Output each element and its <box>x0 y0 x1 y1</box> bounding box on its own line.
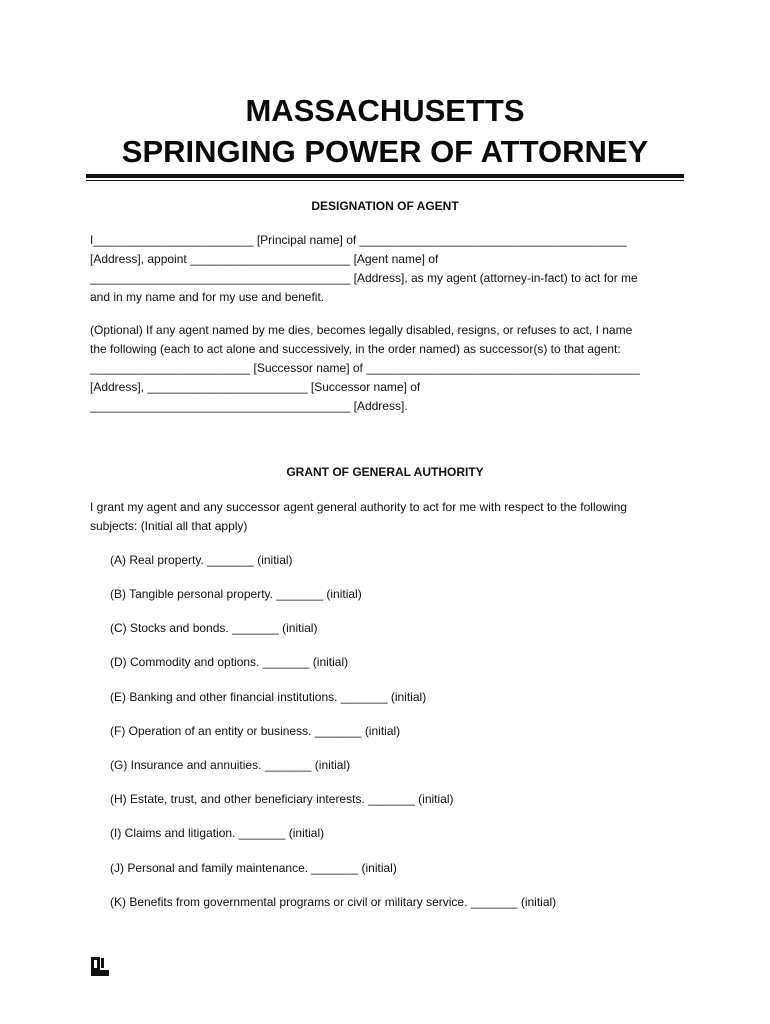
successor-line: (Optional) If any agent named by me dies, becomes legally disabled, resigns, or refuses to act, I name <box>90 323 633 337</box>
successor-line: _______________________________________ [Address]. <box>90 399 408 413</box>
designation-heading: DESIGNATION OF AGENT <box>311 199 459 213</box>
title-divider-thick <box>86 174 684 178</box>
grant-heading: GRANT OF GENERAL AUTHORITY <box>286 465 484 479</box>
document-title-line-1: MASSACHUSETTS <box>245 93 525 128</box>
designation-line: I________________________ [Principal name] of ________________________________________ <box>90 233 627 247</box>
authority-item: (A) Real property. _______ (initial) <box>110 553 293 567</box>
legal-templates-logo-icon <box>91 957 109 976</box>
authority-item: (C) Stocks and bonds. _______ (initial) <box>110 621 318 635</box>
designation-line: [Address], appoint ________________________ [Agent name] of <box>90 252 439 266</box>
designation-line: _______________________________________ [Address], as my agent (attorney-in-fact) to act for me <box>90 271 638 285</box>
authority-item: (F) Operation of an entity or business. _______ (initial) <box>110 724 401 738</box>
authority-item: (J) Personal and family maintenance. _______ (initial) <box>110 861 397 875</box>
successor-line: [Address], ________________________ [Successor name] of <box>90 380 421 394</box>
successor-line: ________________________ [Successor name] of _________________________________________ <box>90 361 640 375</box>
authority-item: (E) Banking and other financial institutions. _______ (initial) <box>110 690 427 704</box>
successor-line: the following (each to act alone and successively, in the order named) as successor(s) to that agent: <box>90 342 621 356</box>
designation-line: and in my name and for my use and benefit. <box>90 290 325 304</box>
grant-intro-line: subjects: (Initial all that apply) <box>90 519 248 533</box>
authority-item: (G) Insurance and annuities. _______ (initial) <box>110 758 351 772</box>
authority-item: (K) Benefits from governmental programs or civil or military service. _______ (initial) <box>110 895 557 909</box>
authority-item: (D) Commodity and options. _______ (initial) <box>110 655 349 669</box>
authority-item: (B) Tangible personal property. _______ (initial) <box>110 587 362 601</box>
grant-intro-line: I grant my agent and any successor agent general authority to act for me with respect to the following <box>90 500 627 514</box>
authority-item: (I) Claims and litigation. _______ (initial) <box>110 826 325 840</box>
authority-item: (H) Estate, trust, and other beneficiary interests. _______ (initial) <box>110 792 454 806</box>
document-title-line-2: SPRINGING POWER OF ATTORNEY <box>121 134 649 169</box>
title-divider-thin <box>86 180 684 181</box>
